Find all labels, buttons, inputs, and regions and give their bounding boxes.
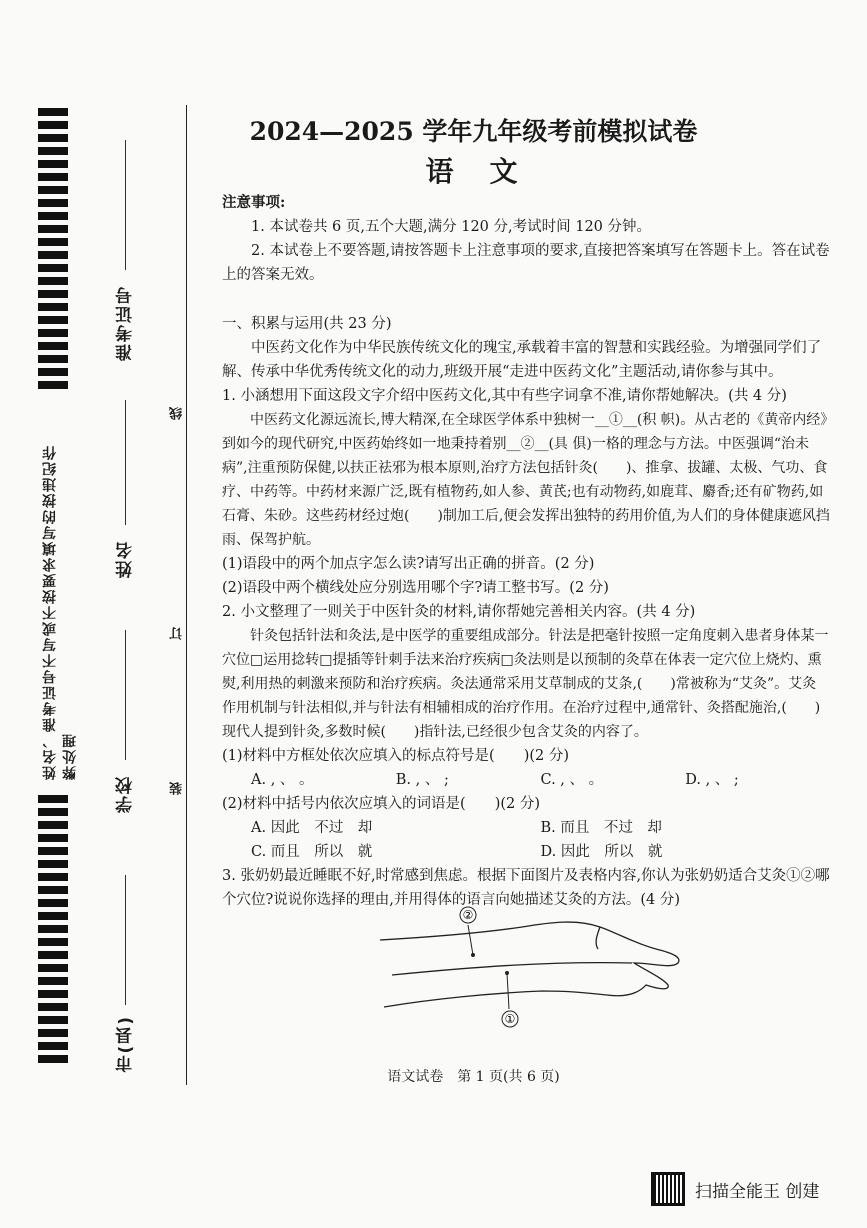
field-school-label: 学校 <box>116 775 136 813</box>
q2-sub2-option-a[interactable]: A. 因此 不过 却 <box>251 820 373 836</box>
q1-sub1: (1)语段中的两个加点字怎么读?请写出正确的拼音。(2 分) <box>222 556 595 572</box>
cut-mark-order: 订 <box>170 625 185 640</box>
point-1-leader <box>507 973 509 1009</box>
q2-sub1-options <box>222 768 830 792</box>
q2-sub2-options-row2 <box>222 840 830 864</box>
cut-mark-bind: 装 <box>170 780 185 795</box>
q2-stem: 2. 小文整理了一则关于中医针灸的材料,请你帮她完善相关内容。(共 4 分) <box>222 604 696 620</box>
q2-sub2-option-d[interactable]: D. 因此 所以 就 <box>540 844 663 860</box>
section-1 <box>222 312 830 912</box>
q2-sub2-option-b[interactable]: B. 而且 不过 却 <box>540 820 662 836</box>
point-2-dot <box>471 953 475 957</box>
point-1-dot <box>505 971 509 975</box>
notes-block <box>222 191 830 287</box>
exam-title: 2024—2025 学年九年级考前模拟试卷 <box>249 117 698 146</box>
q1-passage: 中医药文化源远流长,博大精深,在全球医学体系中独树一__①__(积 帜)。从古老的《黄帝内经》到如今的现代研究,中医药始终如一地秉持着别__②__(具 俱)一格的理念与方法。中医强调“治未病”,注重预防保健,以扶正祛邪为根本原则,治疗方法包括针灸( )、推拿、拔罐、太极、气功、食疗、中药等。中药材来源广泛,既有植物药,如人参、黄芪;也有动物药,如鹿茸、麝香;还有矿物药,如石膏、朱砂。这些药材经过炮( )制加工后,便会发挥出独特的药用价值,为人们的身体健康遮风挡雨、保驾护航。 <box>222 412 830 548</box>
q2-passage: 针灸包括针法和灸法,是中医学的重要组成部分。针法是把毫针按照一定角度刺入患者身体某一穴位□运用捻转□提插等针刺手法来治疗疾病□灸法则是以预制的灸草在体表一定穴位上烧灼、熏熨,利用热的刺激来预防和治疗疾病。灸法通常采用艾草制成的艾条,( )常被称为“艾灸”。艾灸作用机制与针法相似,并与针法有相辅相成的治疗作用。在治疗过程中,通常针、灸搭配施治,( )现代人提到针灸,多数时候( )指针法,已经很少包含艾灸的内容了。 <box>222 628 829 740</box>
binding-line <box>186 105 187 1085</box>
q2-sub2-option-c[interactable]: C. 而且 所以 就 <box>251 844 373 860</box>
qr-code-icon <box>651 1172 685 1206</box>
scanner-watermark <box>651 1172 819 1206</box>
section-1-heading: 一、积累与运用(共 23 分) <box>222 316 392 332</box>
point-2-label: ② <box>462 908 474 922</box>
notes-item-1: 1. 本试卷共 6 页,五个大题,满分 120 分,考试时间 120 分钟。 <box>251 219 652 235</box>
subject-title: 语 文 <box>425 155 522 188</box>
cut-mark-line: 线 <box>170 405 185 420</box>
q2-sub2-options-row1 <box>222 816 830 840</box>
q3-stem: 3. 张奶奶最近睡眠不好,时常感到焦虑。根据下面图片及表格内容,你认为张奶奶适合艾灸①②哪个穴位?说说你选择的理由,并用得体的语言向她描述艾灸的方法。(4 分) <box>222 868 830 908</box>
field-city-blank[interactable] <box>125 875 126 1005</box>
q2-sub1-option-c[interactable]: C. , 、 。 <box>540 772 604 788</box>
margin-notice: 姓名、准考证号不写或不按要求填写的按违纪作弊处理 <box>42 444 78 780</box>
q1-stem: 1. 小涵想用下面这段文字介绍中医药文化,其中有些字词拿不准,请你帮她解决。(共 4 分) <box>222 388 787 404</box>
scanner-text: 扫描全能王 创建 <box>695 1181 820 1202</box>
arm-acupoint-figure <box>372 905 692 1045</box>
notes-item-2: 2. 本试卷上不要答题,请按答题卡上注意事项的要求,直接把答案填写在答题卡上。答在试卷上的答案无效。 <box>222 243 830 283</box>
notes-heading: 注意事项: <box>222 194 286 211</box>
q2-sub1-option-b[interactable]: B. , 、 ; <box>395 772 449 788</box>
q2-sub1: (1)材料中方框处依次应填入的标点符号是( )(2 分) <box>222 748 569 764</box>
field-name-label: 姓名 <box>116 540 136 578</box>
q2-sub1-option-a[interactable]: A. , 、 。 <box>251 772 314 788</box>
field-city-label: 市(县) <box>116 1015 136 1073</box>
point-1-label: ① <box>504 1012 516 1026</box>
field-name-blank[interactable] <box>125 400 126 525</box>
section-1-intro: 中医药文化作为中华民族传统文化的瑰宝,承载着丰富的智慧和实践经验。为增强同学们了解、传承中华优秀传统文化的动力,班级开展“走进中医药文化”主题活动,请你参与其中。 <box>222 340 822 380</box>
point-2-leader <box>468 925 473 955</box>
field-school-blank[interactable] <box>125 630 126 760</box>
q1-sub2: (2)语段中两个横线处应分别选用哪个字?请工整书写。(2 分) <box>222 580 609 596</box>
arm-meridian-line <box>392 963 632 975</box>
q2-sub1-option-d[interactable]: D. , 、 ; <box>685 772 739 788</box>
field-exam-number-label: 准考证号 <box>116 285 136 361</box>
margin-barcode-bottom <box>38 795 68 1068</box>
page-footer: 语文试卷 第 1 页(共 6 页) <box>387 1069 560 1085</box>
q2-sub2: (2)材料中括号内依次应填入的词语是( )(2 分) <box>222 796 541 812</box>
